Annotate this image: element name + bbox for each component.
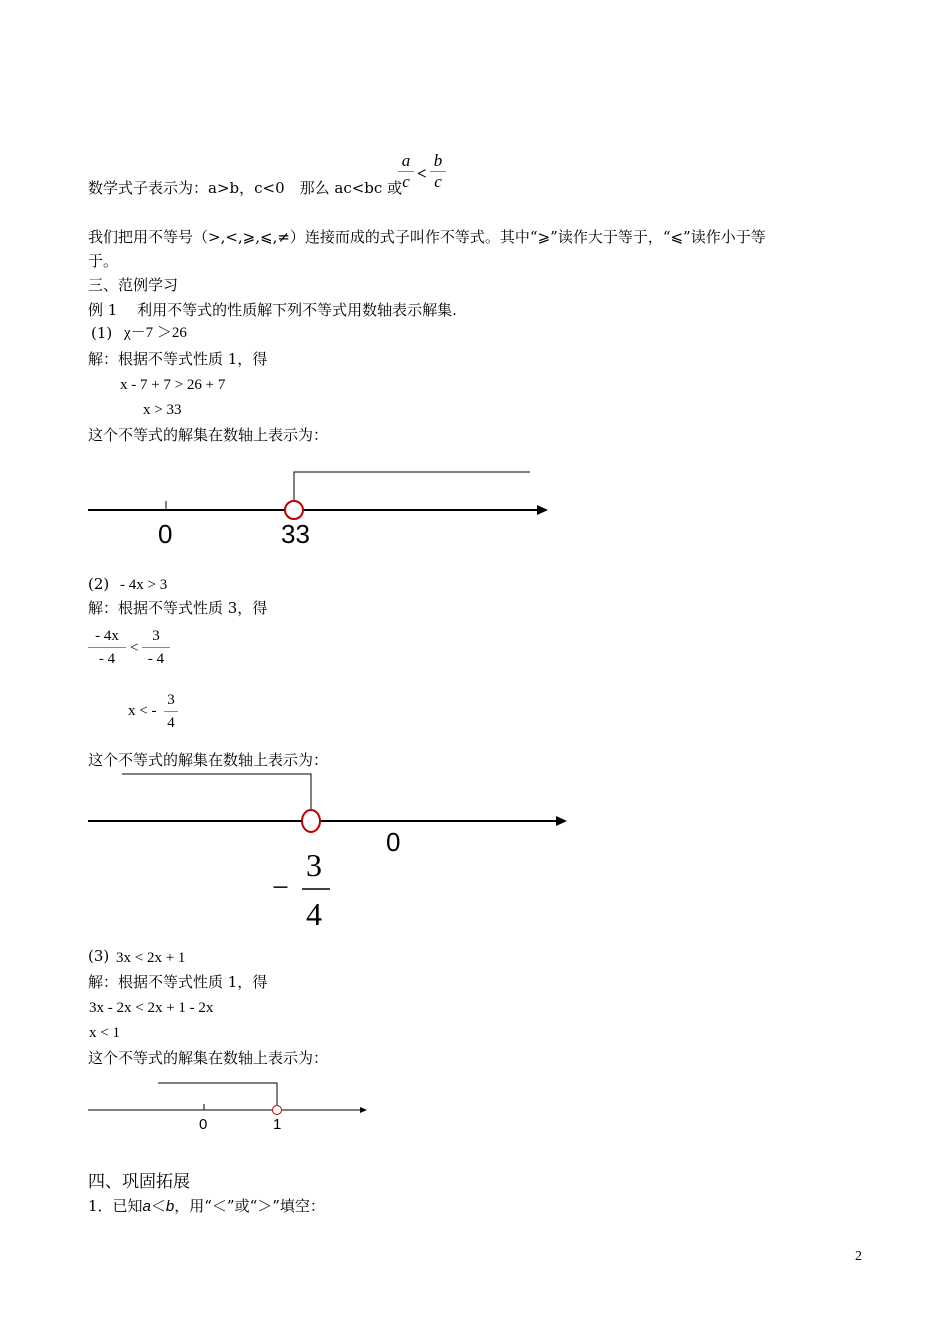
q1-var-b: b	[165, 1198, 175, 1215]
p3-problem: 3x < 2x + 1	[116, 950, 186, 966]
numberline-1-label-0: 0	[158, 519, 173, 549]
p2-step-1-frac-right	[142, 625, 170, 670]
p1-problem: χ－7 ＞26	[124, 325, 187, 341]
intro-frac-right-den: c	[434, 172, 442, 191]
numberline-2-solution-bracket	[122, 774, 311, 811]
numberline-3-label-0: 0	[199, 1116, 208, 1133]
q1-lt: ＜	[150, 1197, 166, 1215]
p1-numberline-caption: 这个不等式的解集在数轴上表示为：	[88, 426, 329, 444]
intro-frac-right-num: b	[433, 151, 443, 170]
p2-step-1-frac-left-num: - 4x	[95, 628, 119, 644]
q1-line	[88, 1196, 325, 1217]
definition-line-2: 于。	[88, 252, 119, 270]
p2-step-1-frac-left	[88, 625, 126, 670]
intro-text: 数学式子表示为：a>b，c<0 那么 ac<bc 或	[88, 179, 403, 197]
p1-step-2: x > 33	[143, 402, 182, 418]
numberline-2-label-0: 0	[386, 827, 401, 857]
intro-frac-left-num: a	[401, 151, 411, 170]
p3-step-1: 3x - 2x < 2x + 1 - 2x	[89, 1000, 214, 1016]
p2-numberline-caption: 这个不等式的解集在数轴上表示为：	[88, 751, 329, 769]
p2-step-1-frac-right-den: - 4	[147, 651, 165, 667]
q1-var-a: a	[142, 1198, 151, 1215]
q1-prefix: 1．已知	[88, 1197, 143, 1215]
intro-less-than: <	[417, 164, 427, 183]
numberline-1-arrow	[537, 505, 548, 515]
intro-frac-left-den: c	[402, 172, 410, 191]
numberline-3-label-1: 1	[273, 1116, 282, 1133]
p1-label: (1)	[91, 324, 113, 342]
example-1-title: 例 1 利用不等式的性质解下列不等式用数轴表示解集.	[88, 301, 457, 319]
p2-step-2-frac	[164, 689, 178, 734]
p2-problem: - 4x > 3	[120, 577, 168, 593]
p1-step-1: x - 7 + 7 > 26 + 7	[120, 377, 226, 393]
p2-step-2-frac-den: 4	[167, 715, 175, 731]
p2-step-1-frac-right-num: 3	[152, 628, 160, 644]
definition-line-1: 我们把用不等号（>,<,⩾,⩽,≠）连接而成的式子叫作不等式。其中“⩾”读作大于等于，“⩽”读作小于等	[88, 228, 766, 246]
numberline-3-open-circle-1	[273, 1106, 282, 1115]
numberline-1-solution-bracket	[294, 472, 530, 501]
section-4-title: 四、巩固拓展	[88, 1172, 190, 1192]
numberline-1-label-33: 33	[281, 519, 310, 549]
p3-step-2: x < 1	[89, 1025, 120, 1041]
p1-solution-intro: 解：根据不等式性质 1，得	[88, 350, 268, 368]
numberline-2-label-den: 4	[306, 896, 322, 932]
p2-solution-intro: 解：根据不等式性质 3，得	[88, 599, 268, 617]
numberline-3-arrow	[360, 1107, 367, 1113]
p2-label: (2)	[88, 575, 110, 593]
p2-step-2-prefix: x < -	[128, 703, 157, 719]
numberline-2-label-minus: −	[272, 871, 289, 904]
intro-fraction-left	[398, 151, 414, 192]
p2-step-2-frac-num: 3	[167, 692, 175, 708]
p2-step-1-lt: <	[130, 640, 139, 656]
p3-numberline-caption: 这个不等式的解集在数轴上表示为：	[88, 1049, 329, 1067]
p3-label: (3)	[88, 947, 110, 965]
section-3-title: 三、范例学习	[88, 276, 179, 294]
intro-fraction-right	[430, 151, 446, 192]
p3-solution-intro: 解：根据不等式性质 1，得	[88, 973, 268, 991]
q1-suffix: ，用“＜”或“＞”填空：	[174, 1197, 325, 1215]
numberline-3-solution-bracket	[158, 1083, 277, 1105]
numberline-2-open-circle	[302, 810, 320, 832]
numberline-1-open-circle-33	[285, 501, 303, 519]
numberline-2-label-num: 3	[306, 847, 322, 883]
page-number: 2	[855, 1249, 862, 1264]
numberline-2-arrow	[556, 816, 567, 826]
p2-step-1-frac-left-den: - 4	[98, 651, 116, 667]
